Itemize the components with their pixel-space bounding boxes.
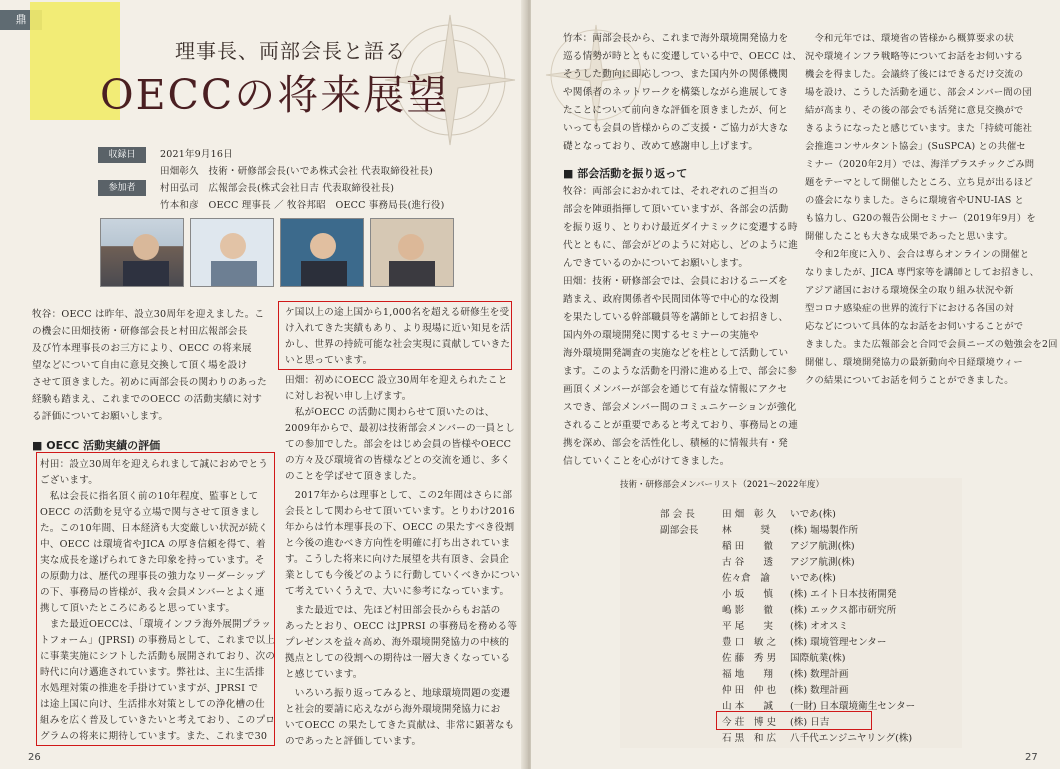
text-line: 時代に向け邁進されています。弊社は、主に生活排 [40, 667, 265, 678]
text-line: 拠点としての役割への期待は一層大きくなっている [285, 653, 511, 664]
text-line: また最近では、先ほど村田部会長からもお話の [285, 605, 501, 616]
text-line: プレゼンスを益々高め、海外環境開発協力の中核的 [285, 637, 510, 648]
participant-photo [190, 218, 274, 287]
page-number-right: 27 [1025, 752, 1038, 763]
text-line: を果たしている幹部職員等を講師としてお招きし、 [563, 312, 789, 323]
text-line: たことについて前向きな評価を頂きましたが、何と [563, 105, 789, 116]
text-line: 経験も踏まえ、これまでのOECC の活動実績に対す [32, 394, 263, 405]
text-line: 竹本：両部会長から、これまで海外環境開発協力を [563, 33, 789, 44]
member-name: 山 本 誠 [722, 701, 774, 712]
text-line: 中、OECC は環境省やJICA の厚き信頼を得て、着 [40, 539, 266, 550]
text-line: 海外環境開発調査の実施などを柱として活動してい [563, 348, 789, 359]
text-line: の下、事務局の皆様が、我々会員メンバーとよく連 [40, 587, 265, 598]
record-date: 2021年9月16日 [160, 149, 233, 160]
text-line: 踏まえ、政府関係者や民間団体等で中心的な役割 [563, 294, 780, 305]
text-line: 会長として関わらせて頂いています。とりわけ2016 [285, 506, 515, 517]
member-company: (株) エイト日本技術開発 [790, 589, 897, 600]
highlight-box [716, 711, 872, 730]
text-line: 型コロナ感染症の世界的流行下における各国の対 [805, 303, 1014, 314]
text-line: の盛会になりました。さらに環境省やUNU-IAS と [805, 195, 1025, 206]
text-line: なりましたが、JICA 専門家等を講師としてお招きし、 [805, 267, 1040, 278]
text-line: 場を設け、こうした活動を通じ、部会メンバー間の団 [805, 87, 1032, 98]
member-name: 石 黒 和 広 [722, 733, 777, 744]
text-line: け入れてきた実績もあり、より現場に近い知見を活 [285, 323, 511, 334]
participant-photo [100, 218, 184, 287]
member-company: (株) エックス都市研究所 [790, 605, 897, 616]
text-line: 令和2年度に入り、会合は専らオンラインの開催と [805, 249, 1030, 260]
text-line: 信していくことを心がけてきました。 [563, 456, 730, 467]
text-line: いっても会員の皆様からのご支援・ご協力が大きな [563, 123, 789, 134]
text-line: と今後の進むべき方向性を明確に打ち出されていま [285, 538, 511, 549]
member-company: (株) 数理計画 [790, 685, 849, 696]
member-list-title: 技術・研修部会メンバーリスト（2021〜2022年度） [620, 480, 825, 490]
text-line: ます。このような活動を円滑に進める上で、部会に参 [563, 366, 798, 377]
member-name: 佐 藤 秀 男 [722, 653, 777, 664]
participant-1: 田畑彰久 技術・研修部会長(いであ株式会社 代表取締役社長) [160, 166, 433, 177]
member-name: 林 奨 [722, 525, 770, 536]
member-name: 福 地 翔 [722, 669, 774, 680]
member-name: 田 畑 彰 久 [722, 509, 777, 520]
text-line: 及び竹本理事長のお三方により、OECC の将来展 [32, 343, 252, 354]
text-line: スでき、部会メンバー間のコミュニケーションが強化 [563, 402, 797, 413]
text-line: 況や環境インフラ戦略等についてお話をお伺いする [805, 51, 1024, 62]
member-role: 部 会 長 [660, 509, 695, 520]
text-line: そうした動向に即応しつつ、また国内外の関係機関 [563, 69, 788, 80]
text-line: 村田：設立30周年を迎えられまして誠におめでとう [40, 459, 269, 470]
participant-photo [370, 218, 454, 287]
participant-photo [280, 218, 364, 287]
text-line: 巡る情勢が時とともに変遷している中で、OECC は、 [563, 51, 803, 62]
text-line: 望などについて自由に意見交換して頂く場を設け [32, 360, 248, 371]
text-line: に事業実施にシフトした活動も展開されており、次の [40, 651, 276, 662]
text-line: いてOECC の果たしてきた貢献は、非常に顕著なも [285, 720, 515, 731]
page-number-left: 26 [28, 752, 41, 763]
member-name: 佐々倉 諭 [722, 573, 770, 584]
member-company: アジア航測(株) [790, 541, 855, 552]
text-line: た。この10年間、日本経済も大変厳しい状況が続く [40, 523, 269, 534]
text-line: 田畑：技術・研修部会では、会員におけるニーズを [563, 276, 788, 287]
text-line: て考えていくうえで、大いに参考になっています。 [285, 586, 510, 597]
text-line: 開催し、環境開発協力の最新動向や日経環境ウィー [805, 357, 1023, 368]
participant-2: 村田弘司 広報部会長(株式会社日吉 代表取締役社長) [160, 183, 395, 194]
member-company: (株) 数理計画 [790, 669, 849, 680]
text-line: 国内外の環境開発に関するセミナーの実施や [563, 330, 759, 341]
text-line: 年からは竹本理事長の下、OECC の果たすべき役割 [285, 522, 515, 533]
text-line: を振り返り、とりわけ最近ダイナミックに変遷する時 [563, 222, 798, 233]
text-line: 水処理対策の推進を手掛けていますが、JPRSI で [40, 683, 259, 694]
member-name: 今 荘 博 史 [722, 717, 777, 728]
text-line: 令和元年では、環境省の皆様から概算要求の状 [805, 33, 1014, 44]
member-company: (株) 堀場製作所 [790, 525, 859, 536]
text-line: 応などについて具体的なお話をお伺いすることがで [805, 321, 1024, 332]
member-name: 小 坂 慎 [722, 589, 774, 600]
text-line: と社会的要請に応えながら海外環境開発協力にお [285, 704, 501, 715]
text-line: の機会に田畑技術・研修部会長と村田広報部会長 [32, 326, 248, 337]
member-company: アジア航測(株) [790, 557, 855, 568]
text-line: されることが重要であると考えており、事務局との連 [563, 420, 799, 431]
text-line: 会推進コンサルタント協会」(SuSPCA) との共催セ [805, 141, 1026, 152]
member-name: 嶋 影 徹 [722, 605, 774, 616]
member-company: いであ(株) [790, 509, 836, 520]
text-line: いと思っています。 [285, 355, 373, 366]
text-line: 私がOECC の活動に関わらせて頂いたのは、 [285, 407, 495, 418]
section-tag: 鼎 [0, 10, 42, 30]
highlight-box [36, 452, 275, 746]
text-line: トフォーム」(JPRSI) の事務局として、これまで以上 [40, 635, 275, 646]
participant-3: 竹本和彦 OECC 理事長 ／ 牧谷邦昭 OECC 事務局長(進行役) [160, 200, 445, 211]
text-line: る評価についてお願いします。 [32, 411, 169, 422]
text-line: 画頂くメンバーが部会を通じて有益な情報にアクセ [563, 384, 788, 395]
text-line: 開催したことも大きな成果であったと思います。 [805, 231, 1014, 242]
text-line: アジア諸国における環境保全の取り組み状況や新 [805, 285, 1014, 296]
section-heading: ■ 部会活動を振り返って [563, 167, 688, 180]
text-line: ございます。 [40, 475, 98, 486]
member-name: 豊 口 敏 之 [722, 637, 777, 648]
text-line: 牧谷：両部会におかれては、それぞれのご担当の [563, 186, 779, 197]
member-company: いであ(株) [790, 573, 836, 584]
text-line: 2009年からで、最初は技術部会メンバーの一員とし [285, 423, 515, 434]
text-line: ケ国以上の途上国から1,000名を超える研修生を受 [285, 307, 510, 318]
member-name: 古 谷 透 [722, 557, 774, 568]
member-company: (株) オオスミ [790, 621, 849, 632]
text-line: 題をテーマとして開催したところ、立ち見が出るほど [805, 177, 1033, 188]
text-line: 結が高まり、その後の部会でも活発に意見交換がで [805, 105, 1024, 116]
text-line: 牧谷：OECC は昨年、設立30周年を迎えました。こ [32, 309, 265, 320]
text-line: 私は会長に指名頂く前の10年程度、監事として [40, 491, 259, 502]
text-line: 組みを広く普及していきたいと考えており、このプロ [40, 715, 276, 726]
member-name: 稲 田 徹 [722, 541, 774, 552]
member-company: 国際航業(株) [790, 653, 846, 664]
text-line: も協力し、G20の報告公開セミナー（2019年9月）を [805, 213, 1036, 224]
left-page [0, 0, 527, 769]
article-title: OECCの将来展望 [100, 71, 450, 119]
text-line: んできているのかについてお願いします。 [563, 258, 749, 269]
text-line: かし、世界の持続可能な社会実現に貢献していきた [285, 339, 511, 350]
member-company: (株) 日吉 [790, 717, 830, 728]
member-company: (株) 環境管理センター [790, 637, 887, 648]
text-line: 部会を陣頭指揮して頂いていますが、各部会の活動 [563, 204, 789, 215]
member-company: 八千代エンジニヤリング(株) [790, 733, 913, 744]
date-label: 収録日 [98, 147, 146, 163]
text-line: させて頂きました。初めに両部会長の関わりのあった [32, 377, 267, 388]
article-subtitle: 理事長、両部会長と語る [175, 39, 406, 63]
text-line: や関係者のネットワークを構築しながら進展してき [563, 87, 789, 98]
text-line: 代とともに、部会がどのように対応し、どのように進 [563, 240, 799, 251]
text-line: は途上国に向け、生活排水対策としての浄化槽の仕 [40, 699, 265, 710]
text-line: 礎となっており、改めて感謝申し上げます。 [563, 141, 759, 152]
text-line: す。こうした将来に向けた展望を共有頂き、会員企 [285, 554, 510, 565]
member-name: 平 尾 実 [722, 621, 774, 632]
text-line: 携を深め、部会を活性化し、積極的に情報共有・発 [563, 438, 788, 449]
text-line: また最近OECCは、「環境インフラ海外展開プラッ [40, 619, 272, 630]
member-company: (一財) 日本環境衛生センター [790, 701, 916, 712]
text-line: OECC の活動を見守る立場で関与させて頂きまし [40, 507, 260, 518]
text-line: 田畑：初めにOECC 設立30周年を迎えられたこと [285, 375, 508, 386]
text-line: きました。また広報部会と合同で会員ニーズの勉強会を2回 [805, 339, 1058, 350]
text-line: の原動力は、歴代の理事長の強力なリーダーシップ [40, 571, 265, 582]
text-line: ミナー（2020年2月）では、海洋プラスチックごみ問 [805, 159, 1035, 170]
text-line: グラムの将来に期待しています。また、これまで30 [40, 731, 268, 742]
text-line: に対しお祝い申し上げます。 [285, 391, 412, 402]
text-line: クの結果についてお話を伺うことができました。 [805, 375, 1014, 386]
section-heading: ■ OECC 活動実績の評価 [32, 439, 161, 452]
text-line: あったとおり、OECC はJPRSI の事務局を務める等 [285, 621, 518, 632]
text-line: の方々及び環境省の皆様などとの交流を通じ、多く [285, 455, 511, 466]
member-role: 副部会長 [660, 525, 699, 536]
participants-label: 参加者 [98, 180, 146, 196]
text-line: いろいろ振り返ってみると、地球環境問題の変遷 [285, 688, 511, 699]
text-line: 機会を得ました。会議終了後にはできるだけ交流の [805, 69, 1024, 80]
text-line: のことを学ばせて頂きました。 [285, 471, 423, 482]
text-line: のであったと評価しています。 [285, 736, 422, 747]
text-line: 携して頂いたところにあると思っています。 [40, 603, 236, 614]
text-line: ての参加でした。部会をはじめ会員の皆様やOECC [285, 439, 512, 450]
text-line: 実な成長を遂げられてきた印象を持っています。そ [40, 555, 265, 566]
text-line: きるようになったと感じています。また「持続可能社 [805, 123, 1033, 134]
text-line: 2017年からは理事として、この2年間はさらに部 [285, 490, 513, 501]
text-line: 業としても今後どのように行動していくべきかについ [285, 570, 520, 581]
highlight-box [278, 301, 512, 370]
text-line: と感じています。 [285, 669, 363, 680]
member-name: 仲 田 仲 也 [722, 685, 777, 696]
